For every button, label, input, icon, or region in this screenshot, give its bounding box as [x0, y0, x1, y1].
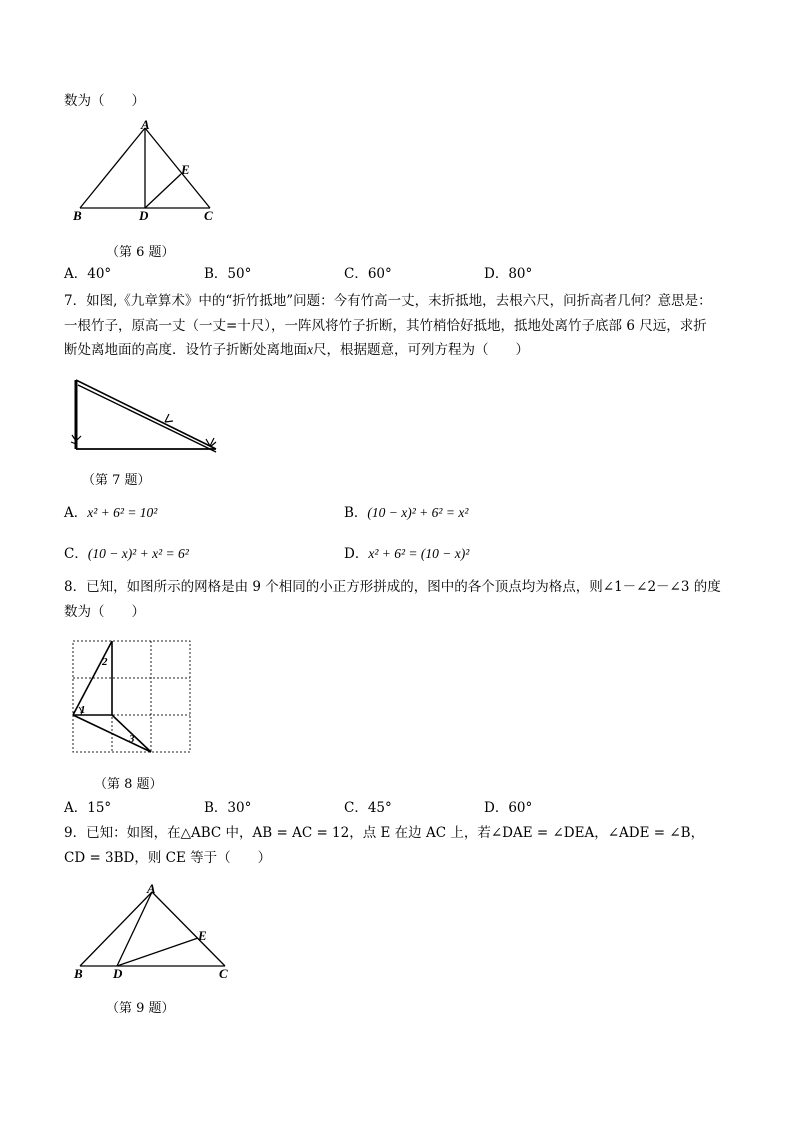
q9-label-A: A	[147, 881, 156, 896]
q7-option-a[interactable]: A．x² + 6² = 10²	[64, 505, 158, 521]
q8-stem-line1: 8．已知，如图所示的网格是由 9 个相同的小正方形拼成的，图中的各个顶点均为格点，则∠1－∠2－∠3 的度	[64, 579, 721, 595]
q9-stem-line2: CD = 3BD，则 CE 等于（ ）	[64, 850, 272, 866]
q6-label-A: A	[141, 118, 150, 132]
q7-option-d[interactable]: D．x² + 6² = (10 − x)²	[344, 546, 470, 562]
q7-option-a-expr: x² + 6² = 10²	[87, 505, 158, 520]
q6-figure	[70, 118, 220, 226]
q8-figure	[68, 636, 196, 758]
q7-var-x: x	[307, 342, 313, 357]
q8-angle-3: 3	[129, 733, 135, 745]
q6-option-b[interactable]: B．50°	[204, 266, 252, 282]
q8-option-c[interactable]: C．45°	[344, 800, 392, 816]
q9-caption: （第 9 题）	[106, 1001, 175, 1016]
q6-option-d[interactable]: D．80°	[484, 266, 533, 282]
q7-option-c-expr: (10 − x)² + x² = 6²	[87, 546, 189, 561]
q7-option-c[interactable]: C．(10 − x)² + x² = 6²	[64, 546, 189, 562]
q9-label-C: C	[219, 966, 228, 981]
q8-caption: （第 8 题）	[94, 777, 163, 792]
q8-option-d[interactable]: D．60°	[484, 800, 533, 816]
q6-label-E: E	[181, 162, 190, 177]
q7-stem-line3-a: 断处离地面的高度．设竹子折断处离地面	[64, 342, 307, 358]
q6-option-c[interactable]: C．60°	[344, 266, 392, 282]
q7-stem-line2: 一根竹子，原高一丈（一丈=十尺），一阵风将竹子折断，其竹梢恰好抵地，抵地处离竹子底部 6 尺远，求折	[64, 318, 707, 334]
q7-stem-line3-b: 尺，根据题意，可列方程为（ ）	[313, 342, 529, 358]
q8-option-a[interactable]: A．15°	[64, 800, 112, 816]
q6-label-C: C	[204, 208, 213, 223]
q8-option-b[interactable]: B．30°	[204, 800, 252, 816]
q7-stem-line3	[64, 341, 529, 359]
q7-caption: （第 7 题）	[82, 473, 151, 488]
q8-angle-2: 2	[102, 656, 108, 668]
q6-stem-tail: 数为（ ）	[64, 93, 145, 109]
q7-option-b[interactable]: B．(10 − x)² + 6² = x²	[344, 505, 469, 521]
q6-label-D: D	[139, 208, 149, 223]
q9-label-D: D	[113, 966, 123, 981]
q7-stem-line1: 7．如图,《九章算术》中的“折竹抵地”问题：今有竹高一丈，末折抵地，去根六尺，问折高者几何？意思是：	[64, 293, 712, 309]
q9-label-B: B	[74, 966, 83, 981]
q9-label-E: E	[198, 928, 207, 943]
q7-figure	[70, 374, 220, 454]
q9-stem-line1: 9．已知：如图，在△ABC 中，AB = AC = 12，点 E 在边 AC 上，若∠DAE = ∠DEA，∠ADE = ∠B，	[64, 825, 705, 841]
q6-caption: （第 6 题）	[106, 245, 175, 260]
q8-angle-1: 1	[80, 704, 86, 716]
q7-option-d-expr: x² + 6² = (10 − x)²	[368, 546, 470, 561]
q7-option-b-expr: (10 − x)² + 6² = x²	[367, 505, 469, 520]
q6-option-a[interactable]: A．40°	[64, 266, 112, 282]
q6-label-B: B	[73, 208, 82, 223]
q9-figure	[70, 880, 235, 984]
q8-stem-line2: 数为（ ）	[64, 604, 145, 620]
